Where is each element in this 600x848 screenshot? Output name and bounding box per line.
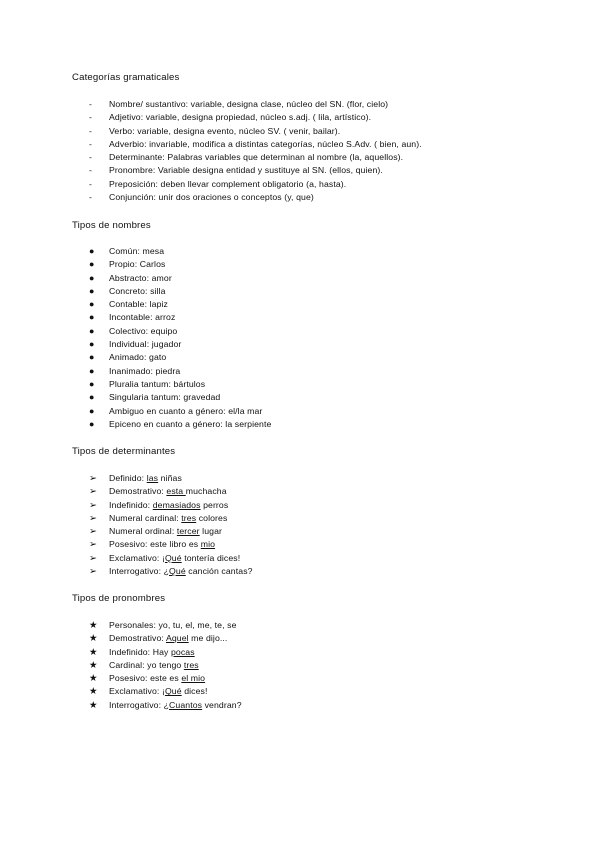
dash-bullet-icon: - xyxy=(89,99,92,109)
dash-bullet-icon: - xyxy=(89,178,92,189)
circle-bullet-icon: ● xyxy=(89,339,95,350)
section-heading-pronombres: Tipos de pronombres xyxy=(72,593,166,604)
circle-bullet-icon: ● xyxy=(89,259,95,270)
circle-bullet-icon: ● xyxy=(89,365,95,376)
circle-bullet-icon: ● xyxy=(89,392,95,403)
dash-bullet-icon: - xyxy=(89,165,92,176)
dash-bullet-icon: - xyxy=(89,152,92,163)
star-bullet-icon: ★ xyxy=(89,620,98,631)
star-bullet-icon: ★ xyxy=(89,686,98,698)
circle-bullet-icon: ● xyxy=(89,246,95,256)
star-bullet-icon: ★ xyxy=(89,646,98,658)
dash-bullet-icon: - xyxy=(89,112,92,123)
star-bullet-icon: ★ xyxy=(89,633,98,645)
circle-bullet-icon: ● xyxy=(89,352,95,363)
section-heading-determinantes: Tipos de determinantes xyxy=(72,446,176,457)
section-heading-categorias: Categorías gramaticales xyxy=(72,72,180,83)
circle-bullet-icon: ● xyxy=(89,272,95,283)
dash-bullet-icon: - xyxy=(89,138,92,149)
star-bullet-icon: ★ xyxy=(89,699,98,711)
circle-bullet-icon: ● xyxy=(89,418,95,429)
document-page: Categorías gramaticales - Nombre/ sustantivo: variable, designa clase, núcleo del SN. (flor, cielo) - Adjetivo: variable, designa propiedad, núcleo s.adj. ( lila, artístico). - Verbo: variable, designa evento, núcleo SV. ( venir, bailar). - Adverbio: invariable, modifica a distintas categorías, núcleo S.Adv. ( bien, aun). - Determinante: Palabras variables que determinan al nombre (la, aquellos). - Pronombre: Variable designa entidad y sustituye al SN. (ellos, quien). - Preposición: deben llevar complement obligatorio (a, hasta). - Conjunción: unir dos oraciones o conceptos (y, que) Tipos de nombres ● Común: mesa ● Propio: Carlos ● Abstracto: amor ● Concreto: silla ● Contable: lapiz ● Incontable: arroz ● Colectivo: equipo ● Individual: jugador ● Animado: gato ● Inanimado: piedra ● Pluralia tantum: bártulos ● Singularia tantum: gravedad ● Ambiguo en cuanto a género: el/la mar ● Epiceno en cuanto a género: la serpiente Tipos de determinantes ➢ Definido: las niñas ➢ Demostrativo: esta muchacha ➢ Indefinido: demasiados perros ➢ Numeral cardinal: tres colores ➢ Numeral ordinal: tercer lugar ➢ Posesivo: este libro es mio ➢ Exclamativo: ¡Qué tontería dices! ➢ Interrogativo: ¿Qué canción cantas? Tipos de pronombres ★ Personales: yo, tu, el, me, te, se ★ Demostrativo: Aquel me dijo... ★ Indefinido: Hay pocas ★ Cardinal: yo tengo tres ★ Posesivo: este es el mio ★ Exclamativo: ¡Qué dices! ★ Interrogativo: ¿Cuantos vendran? xyxy=(72,72,422,711)
arrowhead-bullet-icon: ➢ xyxy=(89,512,98,524)
dash-bullet-icon: - xyxy=(89,125,92,136)
arrowhead-bullet-icon: ➢ xyxy=(89,473,98,484)
arrowhead-bullet-icon: ➢ xyxy=(89,566,98,578)
section-heading-nombres: Tipos de nombres xyxy=(72,220,151,231)
arrowhead-bullet-icon: ➢ xyxy=(89,486,98,498)
dash-bullet-icon: - xyxy=(89,192,92,203)
arrowhead-bullet-icon: ➢ xyxy=(89,526,98,538)
circle-bullet-icon: ● xyxy=(89,312,95,323)
circle-bullet-icon: ● xyxy=(89,299,95,310)
arrowhead-bullet-icon: ➢ xyxy=(89,499,98,511)
star-bullet-icon: ★ xyxy=(89,673,98,685)
circle-bullet-icon: ● xyxy=(89,325,95,336)
circle-bullet-icon: ● xyxy=(89,378,95,389)
arrowhead-bullet-icon: ➢ xyxy=(89,539,98,551)
circle-bullet-icon: ● xyxy=(89,405,95,416)
circle-bullet-icon: ● xyxy=(89,285,95,296)
arrowhead-bullet-icon: ➢ xyxy=(89,552,98,564)
star-bullet-icon: ★ xyxy=(89,659,98,671)
